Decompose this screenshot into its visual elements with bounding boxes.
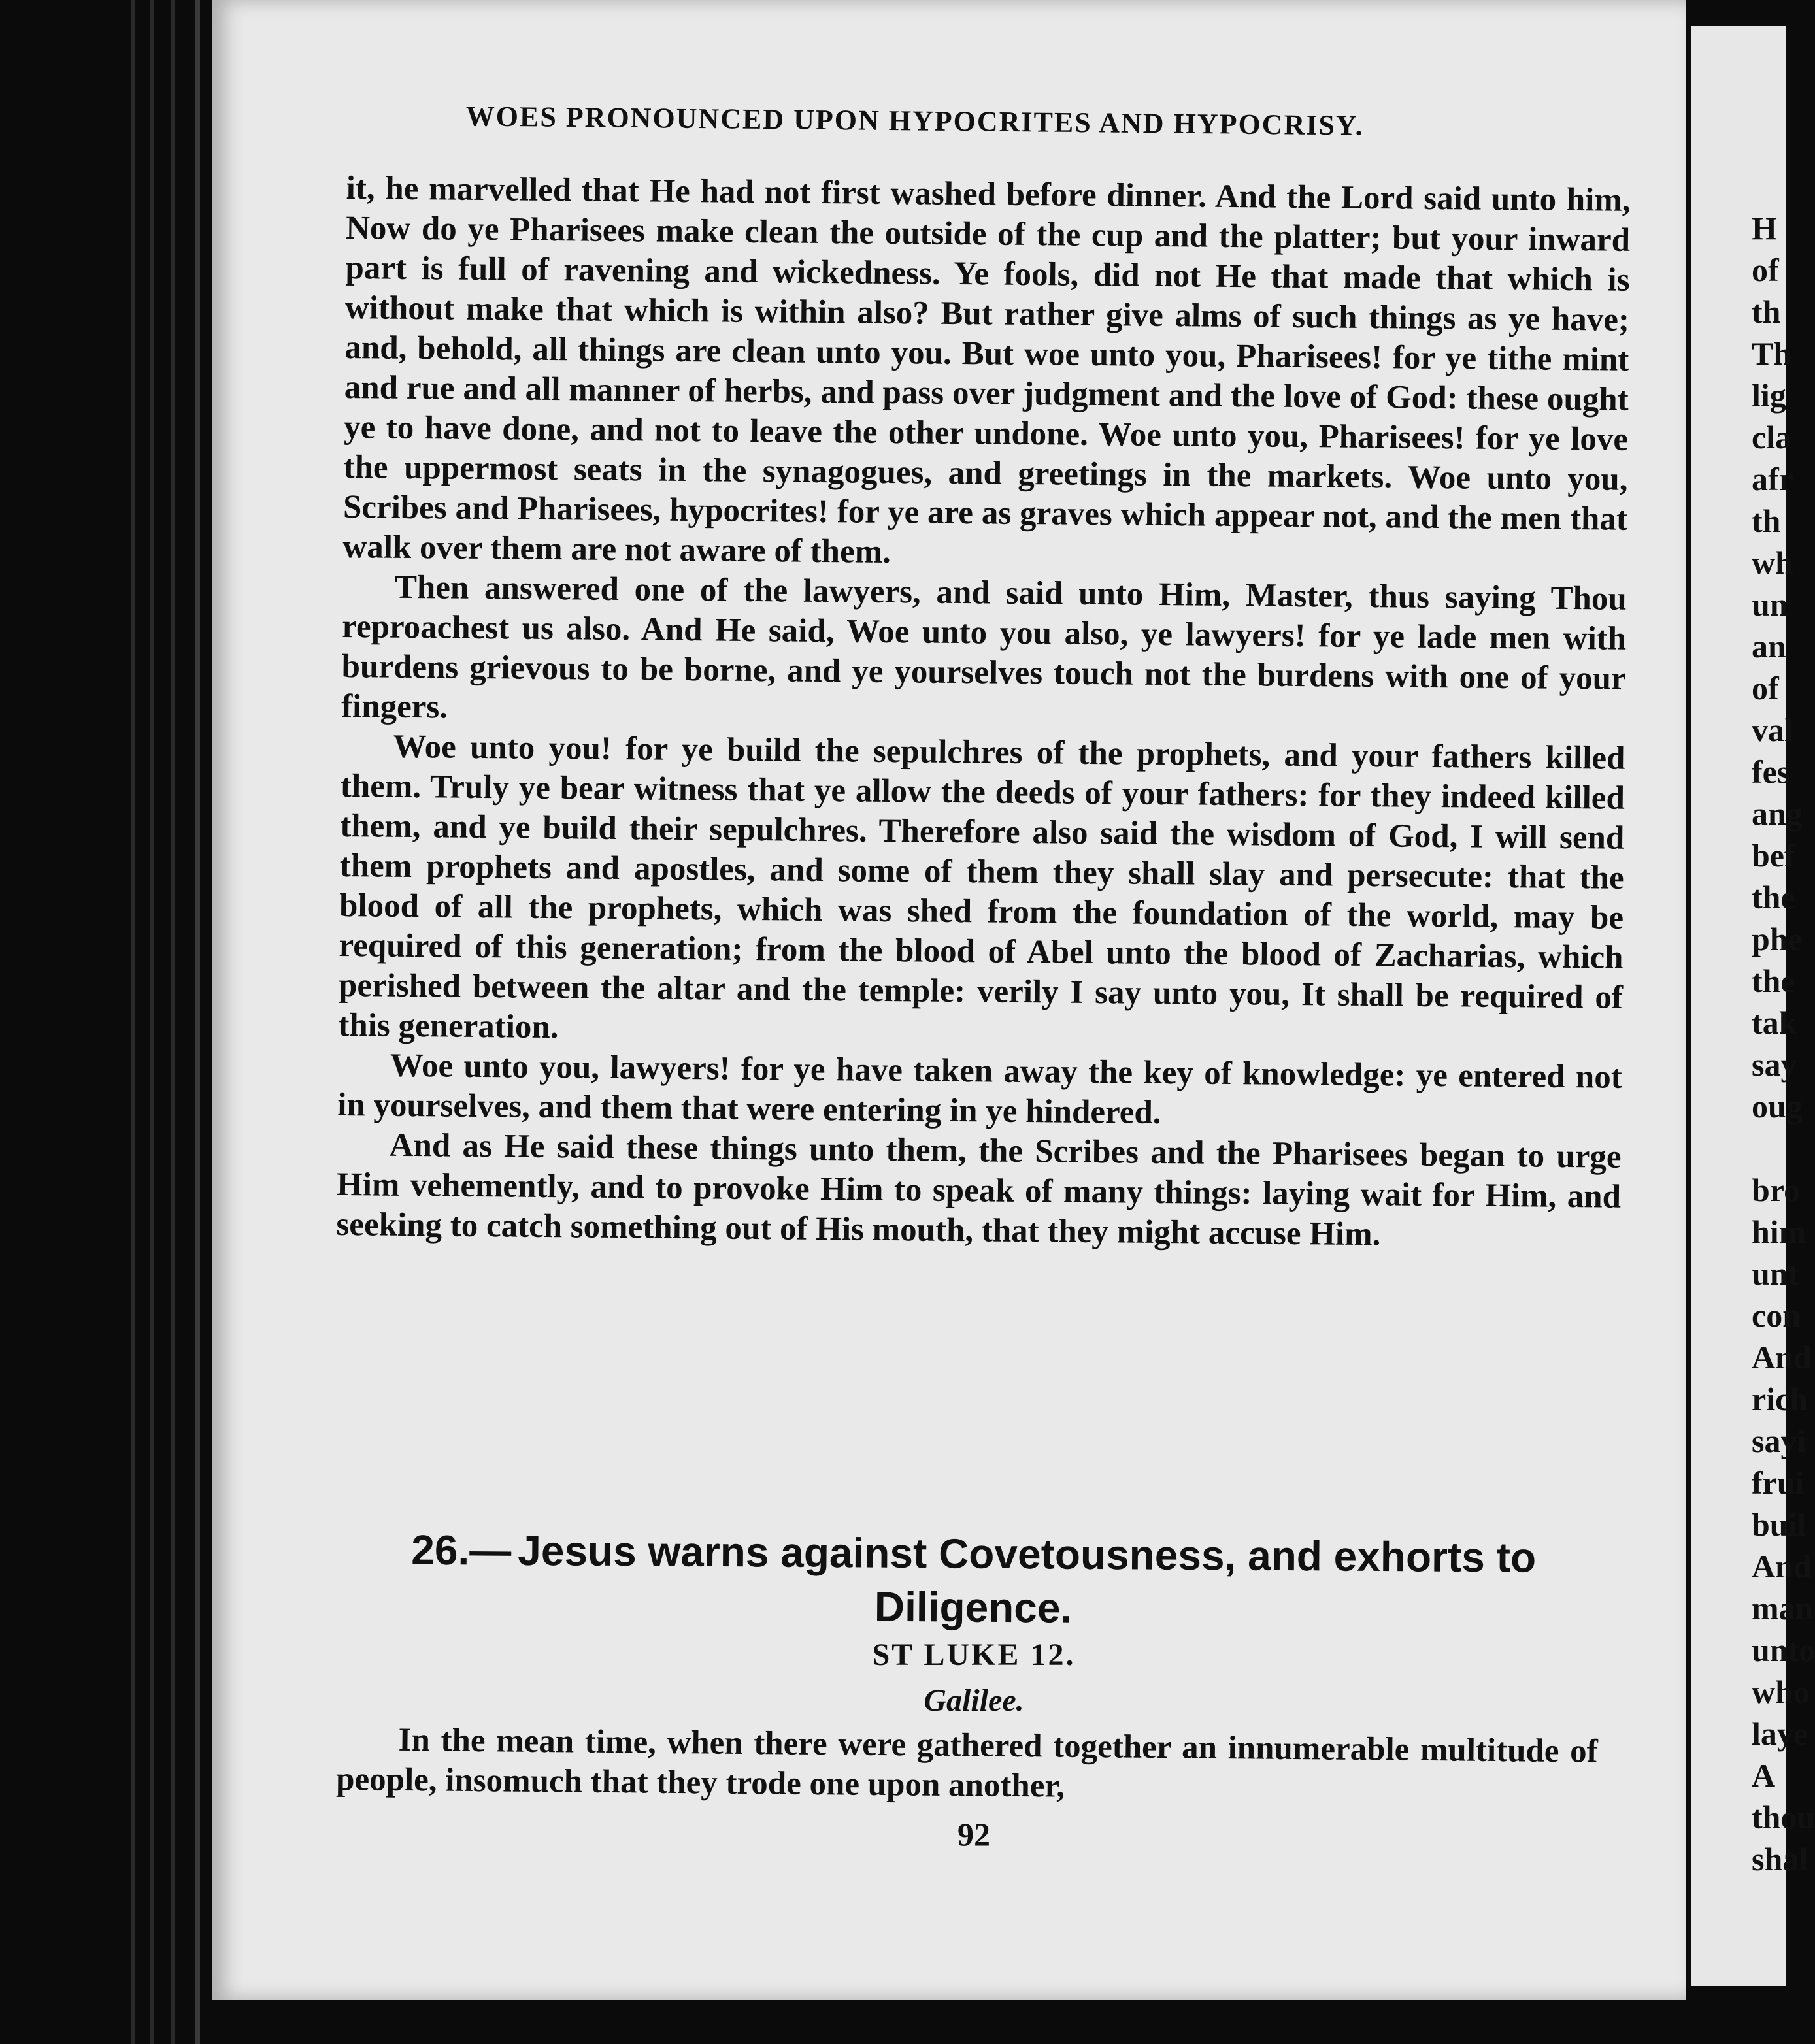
page-edge xyxy=(171,0,175,2044)
section-title: Jesus warns against Covetousness, and exhorts to Diligence. xyxy=(518,1526,1537,1632)
paragraph: Woe unto you! for ye build the sepulchres of the prophets, and your fathers killed them. Truly ye bear witness that ye allow the deeds of your fathers: for they indeed killed them, and ye build their sepulchres. Therefore also said the wisdom of God, I will send them prophets and apostles, and some of them they shall slay and persecute: that the blood of all the prophets, which was shed from the foundation of the world, may be required of this generation; from the blood of Abel unto the blood of Zacharias, which perished between the altar and the temple: verily I say unto you, It shall be required of this generation. xyxy=(338,728,1625,1046)
facing-page-fragment: unt xyxy=(1752,1255,1799,1292)
facing-page-fragment: phe xyxy=(1752,921,1803,957)
facing-page-fragment: wh xyxy=(1752,544,1793,581)
facing-page-fragment: of xyxy=(1752,670,1779,706)
facing-page-fragment: lig xyxy=(1752,377,1786,414)
page-number: 92 xyxy=(957,1816,990,1853)
page-edge xyxy=(195,0,200,2044)
facing-page-fragment: buil xyxy=(1752,1506,1807,1543)
facing-page-fragment: sayi xyxy=(1752,1423,1807,1459)
page-edge xyxy=(150,0,154,2044)
facing-page-fragment: cla xyxy=(1752,419,1792,455)
scripture-reference: ST LUKE 12. xyxy=(872,1638,1076,1672)
facing-page-fragment: afr xyxy=(1752,461,1793,497)
facing-page-fragment: bro xyxy=(1752,1172,1801,1208)
facing-page-fragment: And xyxy=(1752,1548,1812,1585)
facing-page-fragment: say xyxy=(1752,1046,1797,1083)
facing-page-fragment: A xyxy=(1752,1757,1776,1794)
facing-page-fragment: frui xyxy=(1752,1464,1805,1501)
facing-page-fragment: val xyxy=(1752,712,1793,748)
page-edge xyxy=(131,0,135,2044)
section-heading xyxy=(346,1523,1601,1638)
place-name: Galilee. xyxy=(924,1683,1024,1718)
facing-page-fragment: th xyxy=(1752,293,1781,330)
facing-page-fragment: an xyxy=(1752,628,1786,665)
facing-page-fragment: con xyxy=(1752,1297,1801,1334)
facing-page-fragment: thou xyxy=(1752,1799,1815,1836)
facing-page-fragment: un xyxy=(1752,586,1788,623)
paragraph: Then answered one of the lawyers, and said unto Him, Master, thus saying Thou reproachest us also. And He said, Woe unto you also, ye lawyers! for ye lade men with burdens grievous to be borne, and ye yourselves touch not the burdens with one of your fingers. xyxy=(341,569,1627,726)
body-text xyxy=(336,169,1631,1257)
facing-page-fragment: ang xyxy=(1752,795,1803,832)
paragraph: it, he marvelled that He had not first washed before dinner. And the Lord said unto him, Now do ye Pharisees make clean the outside of the cup and the platter; but your inward part is full of ravening and wickedness. Ye fools, did not He that made that which is without make that which is within also? But rather give alms of such things as ye have; and, behold, all things are clean unto you. But woe unto you, Pharisees! for ye tithe mint and rue and all manner of herbs, and pass over judgment and the love of God: these ought ye to have done, and not to leave the other undone. Woe unto you, Pharisees! for ye love the uppermost seats in the synagogues, and greetings in the markets. Woe unto you, Scribes and Pharisees, hypocrites! for ye are as graves which appear not, and the men that walk over them are not aware of them. xyxy=(342,169,1631,571)
facing-page-fragment: man xyxy=(1752,1590,1814,1626)
facing-page-fragment: th xyxy=(1752,503,1781,539)
paragraph: In the mean time, when there were gathered together an innumerable multitude of people, insomuch that they trode one upon another, xyxy=(335,1721,1598,1805)
facing-page-fragment: bef xyxy=(1752,837,1795,874)
paragraph: And as He said these things unto them, the Scribes and the Pharisees began to urge Him vehemently, and to provoke Him to speak of many things: laying wait for Him, and seeking to catch something out of His mouth, that they might accuse Him. xyxy=(336,1127,1622,1253)
facing-page xyxy=(1691,26,1815,1986)
facing-page-fragment: Th xyxy=(1752,335,1792,372)
facing-page-fragment: rich xyxy=(1752,1381,1808,1417)
facing-page-fragment: fes xyxy=(1752,753,1790,790)
paragraph: Woe unto you, lawyers! for ye have taken away the key of knowledge: ye entered not in yourselves, and them that were entering in ye hindered. xyxy=(337,1047,1623,1132)
facing-page-fragment: him xyxy=(1752,1213,1807,1250)
facing-page-fragment: laye xyxy=(1752,1715,1808,1752)
facing-page-fragment: the xyxy=(1752,879,1795,915)
facing-page-fragment: the xyxy=(1752,963,1795,999)
section-number: 26.— xyxy=(411,1526,512,1574)
facing-page-fragment: shal xyxy=(1752,1841,1808,1877)
facing-page-fragment: unto xyxy=(1752,1632,1815,1668)
facing-page-fragment: tak xyxy=(1752,1004,1797,1041)
facing-page-fragment: H xyxy=(1752,210,1777,246)
facing-page-fragment: oug xyxy=(1752,1088,1803,1125)
running-head: WOES PRONOUNCED UPON HYPOCRITES AND HYPOCRISY. xyxy=(465,100,1364,142)
facing-page-fragment: And xyxy=(1752,1339,1812,1376)
facing-page-fragment: who xyxy=(1752,1673,1810,1710)
facing-page-fragment: of xyxy=(1752,252,1779,288)
